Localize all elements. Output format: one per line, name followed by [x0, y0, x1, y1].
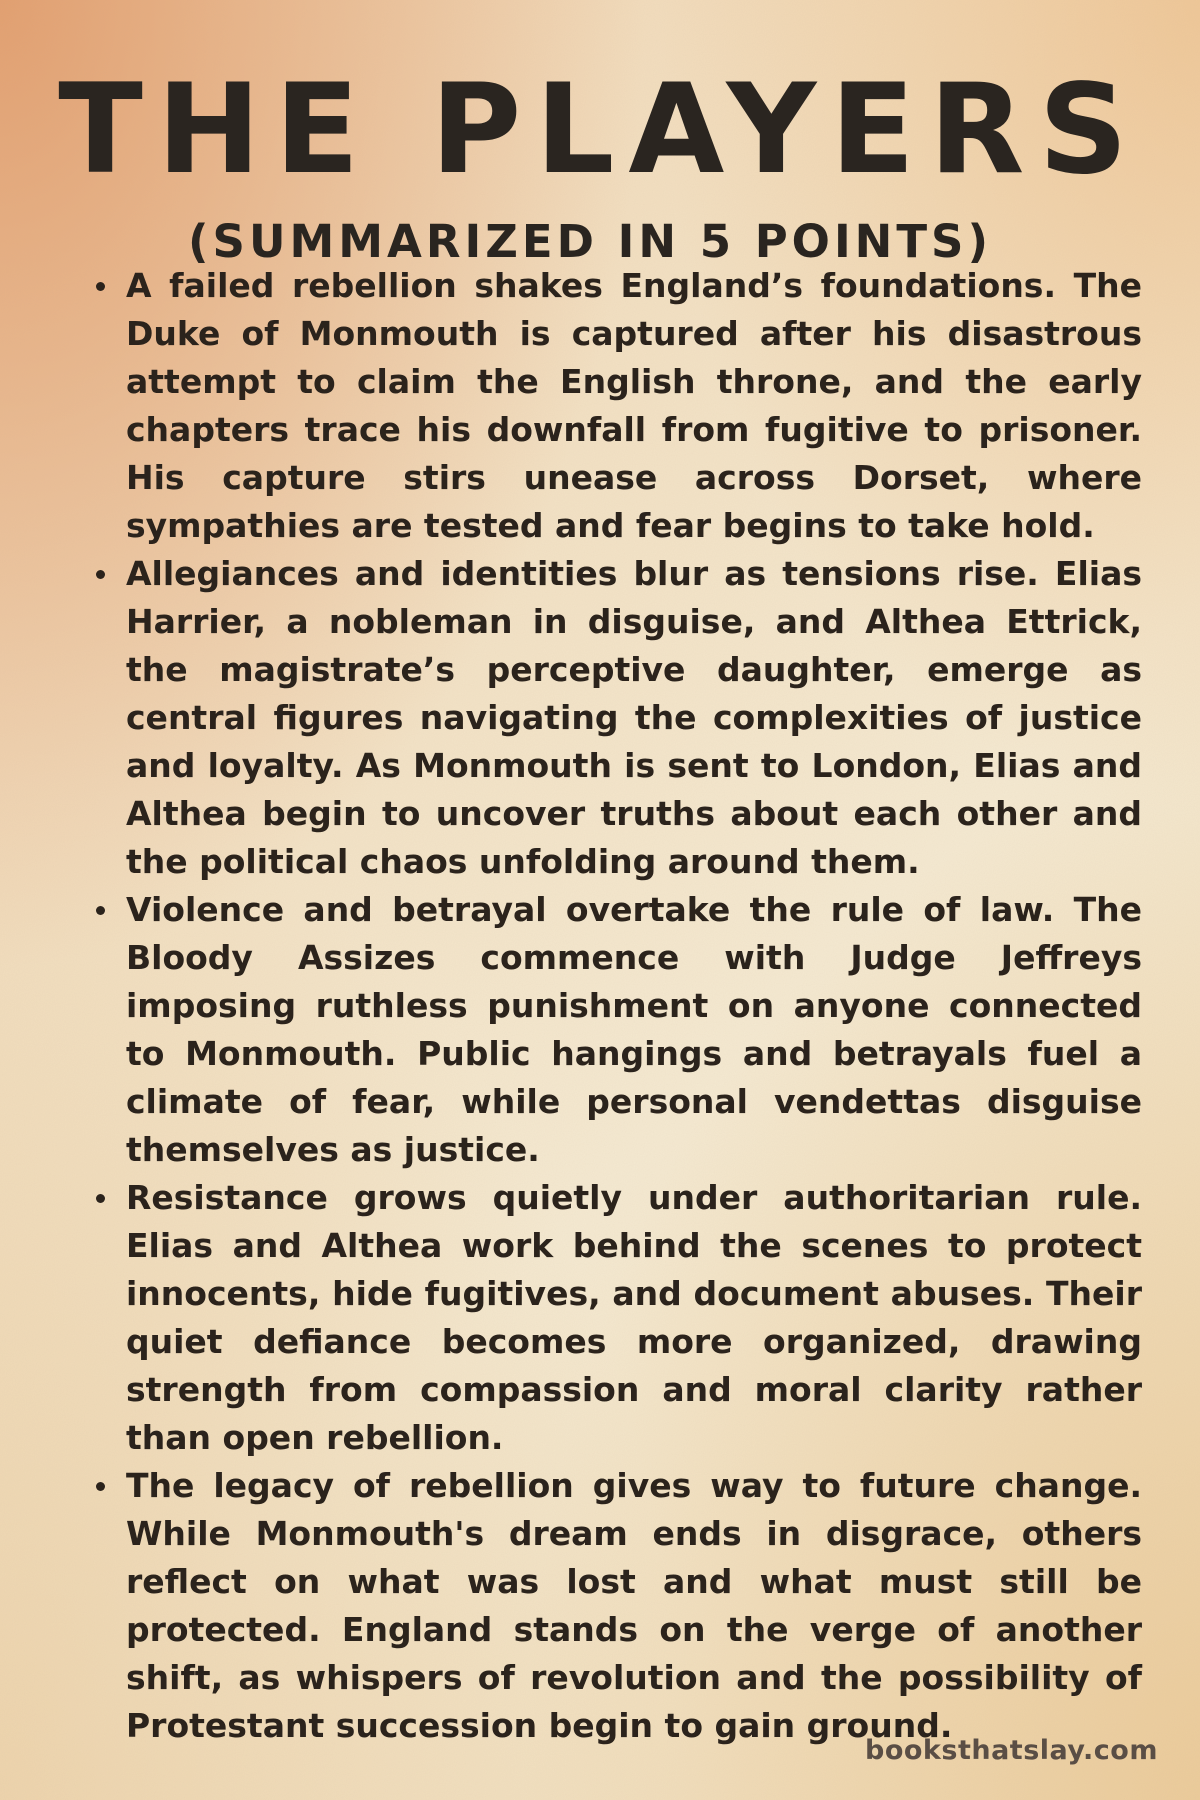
bullet-icon — [96, 1482, 105, 1491]
bullet-icon — [96, 570, 105, 579]
summary-point-text: A failed rebellion shakes England’s foundations. The Duke of Monmouth is captured after his disastrous attempt to claim the English throne, and the early chapters trace his downfall from fugitive to prisoner. His capture stirs unease across Dorset, where sympathies are tested and fear begins to take hold. — [126, 266, 1142, 545]
summary-point-3 — [96, 886, 1142, 1174]
summary-point-2 — [96, 550, 1142, 886]
poster-title: THE PLAYERS — [58, 58, 1142, 202]
bullet-icon — [96, 282, 105, 291]
summary-point-text: The legacy of rebellion gives way to future change. While Monmouth's dream ends in disgrace, others reflect on what was lost and what must still be protected. England stands on the verge of another shift, as whispers of revolution and the possibility of Protestant succession begin to gain ground. — [126, 1466, 1142, 1745]
summary-point-4 — [96, 1174, 1142, 1462]
poster-subtitle: (SUMMARIZED IN 5 POINTS) — [187, 215, 993, 268]
summary-point-text: Violence and betrayal overtake the rule of law. The Bloody Assizes commence with Judge Jeffreys imposing ruthless punishment on anyone connected to Monmouth. Public hangings and betrayals fuel a climate of fear, while personal vendettas disguise themselves as justice. — [126, 890, 1142, 1169]
summary-point-5 — [96, 1462, 1142, 1750]
summary-points-list — [96, 262, 1142, 1750]
bullet-icon — [96, 1194, 105, 1203]
bullet-icon — [96, 906, 105, 915]
summary-point-1 — [96, 262, 1142, 550]
summary-point-text: Allegiances and identities blur as tensions rise. Elias Harrier, a nobleman in disguise, and Althea Ettrick, the magistrate’s perceptive daughter, emerge as central figures navigating the complexities of justice and loyalty. As Monmouth is sent to London, Elias and Althea begin to uncover truths about each other and the political chaos unfolding around them. — [126, 554, 1142, 881]
summary-point-text: Resistance grows quietly under authoritarian rule. Elias and Althea work behind the scenes to protect innocents, hide fugitives, and document abuses. Their quiet defiance becomes more organized, drawing strength from compassion and moral clarity rather than open rebellion. — [126, 1178, 1142, 1457]
site-watermark: booksthatslay.com — [865, 1735, 1158, 1766]
